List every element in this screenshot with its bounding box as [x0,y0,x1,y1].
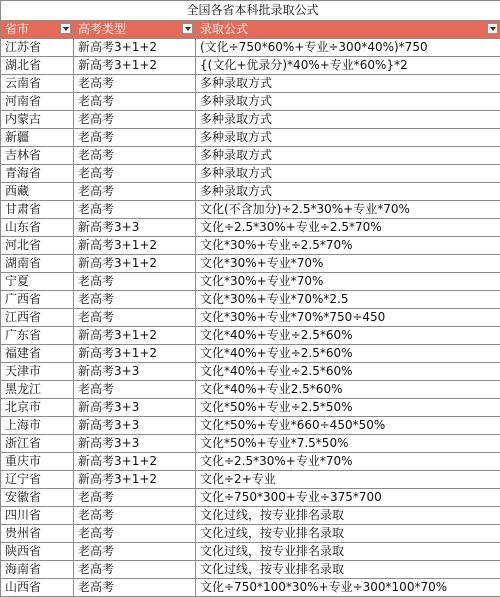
cell-formula[interactable]: 多种录取方式 [196,165,500,183]
table-row [1,453,500,471]
cell-province[interactable]: 陕西省 [1,543,74,561]
table-row [1,273,500,291]
cell-formula[interactable]: 文化÷750*300+专业÷375*700 [196,489,500,507]
table-row [1,363,500,381]
cell-formula[interactable]: 多种录取方式 [196,147,500,165]
filter-dropdown-icon[interactable] [182,23,193,34]
cell-exam-type[interactable]: 老高考 [74,129,196,147]
cell-exam-type[interactable]: 老高考 [74,489,196,507]
table-row [1,345,500,363]
cell-province[interactable]: 上海市 [1,417,74,435]
cell-exam-type[interactable]: 新高考3+1+2 [74,39,196,57]
cell-exam-type[interactable]: 新高考3+3 [74,219,196,237]
cell-formula[interactable]: 文化*50%+专业*660÷450*50% [196,417,500,435]
cell-exam-type[interactable]: 老高考 [74,507,196,525]
cell-exam-type[interactable]: 老高考 [74,543,196,561]
table-row [1,255,500,273]
filter-dropdown-icon[interactable] [60,23,71,34]
cell-province[interactable]: 广东省 [1,327,74,345]
table-row [1,237,500,255]
cell-exam-type[interactable]: 新高考3+1+2 [74,345,196,363]
cell-exam-type[interactable]: 老高考 [74,309,196,327]
table-row [1,579,500,597]
cell-formula[interactable]: 文化÷2.5*30%+专业*70% [196,453,500,471]
header-province [1,21,74,39]
cell-exam-type[interactable]: 新高考3+1+2 [74,327,196,345]
cell-province[interactable]: 西藏 [1,183,74,201]
table-body [1,39,500,597]
header-exam-type [74,21,196,39]
cell-formula[interactable]: 多种录取方式 [196,129,500,147]
cell-province[interactable]: 湖南省 [1,255,74,273]
cell-exam-type[interactable]: 新高考3+1+2 [74,255,196,273]
cell-province[interactable]: 福建省 [1,345,74,363]
cell-formula[interactable]: 文化*30%+专业*70% [196,273,500,291]
cell-province[interactable]: 山西省 [1,579,74,597]
cell-exam-type[interactable]: 新高考3+1+2 [74,237,196,255]
table-row [1,327,500,345]
cell-province[interactable]: 辽宁省 [1,471,74,489]
cell-exam-type[interactable]: 老高考 [74,93,196,111]
cell-formula[interactable]: 文化*50%+专业*7.5*50% [196,435,500,453]
table-row [1,111,500,129]
filter-dropdown-icon[interactable] [487,23,498,34]
cell-exam-type[interactable]: 新高考3+1+2 [74,453,196,471]
cell-formula[interactable]: 多种录取方式 [196,75,500,93]
cell-exam-type[interactable]: 新高考3+3 [74,363,196,381]
cell-province[interactable]: 山东省 [1,219,74,237]
cell-province[interactable]: 天津市 [1,363,74,381]
cell-exam-type[interactable]: 老高考 [74,561,196,579]
cell-province[interactable]: 贵州省 [1,525,74,543]
header-formula-label: 录取公式 [200,22,248,36]
cell-province[interactable]: 内蒙古 [1,111,74,129]
cell-province[interactable]: 云南省 [1,75,74,93]
cell-province[interactable]: 黑龙江 [1,381,74,399]
cell-province[interactable]: 青海省 [1,165,74,183]
sheet-title: 全国各省本科批录取公式 [1,1,500,21]
table-row [1,399,500,417]
cell-formula[interactable]: 文化过线，按专业排名录取 [196,525,500,543]
header-province-label: 省市 [5,22,29,36]
cell-province[interactable]: 江西省 [1,309,74,327]
cell-exam-type[interactable]: 新高考3+3 [74,435,196,453]
table-row [1,129,500,147]
cell-formula[interactable]: 文化*40%+专业÷2.5*60% [196,345,500,363]
cell-exam-type[interactable]: 新高考3+3 [74,417,196,435]
cell-province[interactable]: 河北省 [1,237,74,255]
table-row [1,201,500,219]
cell-exam-type[interactable]: 老高考 [74,147,196,165]
table-row [1,381,500,399]
cell-exam-type[interactable]: 老高考 [74,525,196,543]
cell-province[interactable]: 安徽省 [1,489,74,507]
table-row [1,75,500,93]
cell-province[interactable]: 新疆 [1,129,74,147]
cell-exam-type[interactable]: 老高考 [74,165,196,183]
cell-formula[interactable]: {(文化+优录分)*40%+专业*60%}*2 [196,57,500,75]
cell-exam-type[interactable]: 老高考 [74,579,196,597]
table-row [1,291,500,309]
cell-formula[interactable]: 文化*30%+专业*70%*2.5 [196,291,500,309]
cell-exam-type[interactable]: 老高考 [74,75,196,93]
cell-exam-type[interactable]: 老高考 [74,291,196,309]
cell-province[interactable]: 河南省 [1,93,74,111]
cell-formula[interactable]: 多种录取方式 [196,111,500,129]
cell-formula[interactable]: 文化*50%+专业÷2.5*50% [196,399,500,417]
table-row [1,489,500,507]
cell-formula[interactable]: 文化(不含加分)÷2.5*30%+专业*70% [196,201,500,219]
cell-formula[interactable]: 文化÷2+专业 [196,471,500,489]
title-row [1,1,500,21]
header-row [1,21,500,39]
table-row [1,471,500,489]
cell-province[interactable]: 湖北省 [1,57,74,75]
cell-exam-type[interactable]: 新高考3+1+2 [74,57,196,75]
cell-exam-type[interactable]: 新高考3+1+2 [74,471,196,489]
cell-province[interactable]: 重庆市 [1,453,74,471]
table-row [1,309,500,327]
cell-formula[interactable]: 文化过线，按专业排名录取 [196,561,500,579]
table-row [1,147,500,165]
cell-province[interactable]: 海南省 [1,561,74,579]
cell-province[interactable]: 吉林省 [1,147,74,165]
table-row [1,507,500,525]
cell-exam-type[interactable]: 老高考 [74,111,196,129]
cell-formula[interactable]: 文化÷2.5*30%+专业÷2.5*70% [196,219,500,237]
cell-formula[interactable]: 文化*30%+专业*70%*750÷450 [196,309,500,327]
table-row [1,435,500,453]
cell-formula[interactable]: 文化*30%+专业÷2.5*70% [196,237,500,255]
cell-province[interactable]: 北京市 [1,399,74,417]
table-row [1,39,500,57]
table-row [1,543,500,561]
cell-formula[interactable]: 文化÷750*100*30%+专业÷300*100*70% [196,579,500,597]
table-row [1,57,500,75]
table-row [1,417,500,435]
cell-formula[interactable]: 文化过线，按专业排名录取 [196,543,500,561]
table-row [1,165,500,183]
cell-province[interactable]: 广西省 [1,291,74,309]
cell-exam-type[interactable]: 老高考 [74,201,196,219]
cell-formula[interactable]: 文化*40%+专业2.5*60% [196,381,500,399]
cell-formula[interactable]: 多种录取方式 [196,93,500,111]
cell-province[interactable]: 宁夏 [1,273,74,291]
header-formula [196,21,500,39]
cell-formula[interactable]: (文化÷750*60%+专业÷300*40%)*750 [196,39,500,57]
cell-exam-type[interactable]: 新高考3+3 [74,399,196,417]
cell-province[interactable]: 四川省 [1,507,74,525]
table-row [1,93,500,111]
cell-exam-type[interactable]: 老高考 [74,381,196,399]
cell-formula[interactable]: 多种录取方式 [196,183,500,201]
table-row [1,183,500,201]
cell-province[interactable]: 甘肃省 [1,201,74,219]
cell-formula[interactable]: 文化*40%+专业÷2.5*60% [196,363,500,381]
cell-formula[interactable]: 文化*40%+专业÷2.5*60% [196,327,500,345]
header-exam-type-label: 高考类型 [78,22,126,36]
cell-formula[interactable]: 文化*30%+专业*70% [196,255,500,273]
cell-exam-type[interactable]: 老高考 [74,273,196,291]
table-row [1,561,500,579]
cell-province[interactable]: 浙江省 [1,435,74,453]
cell-exam-type[interactable]: 老高考 [74,183,196,201]
cell-formula[interactable]: 文化过线，按专业排名录取 [196,507,500,525]
table-row [1,525,500,543]
cell-province[interactable]: 江苏省 [1,39,74,57]
table-row [1,219,500,237]
